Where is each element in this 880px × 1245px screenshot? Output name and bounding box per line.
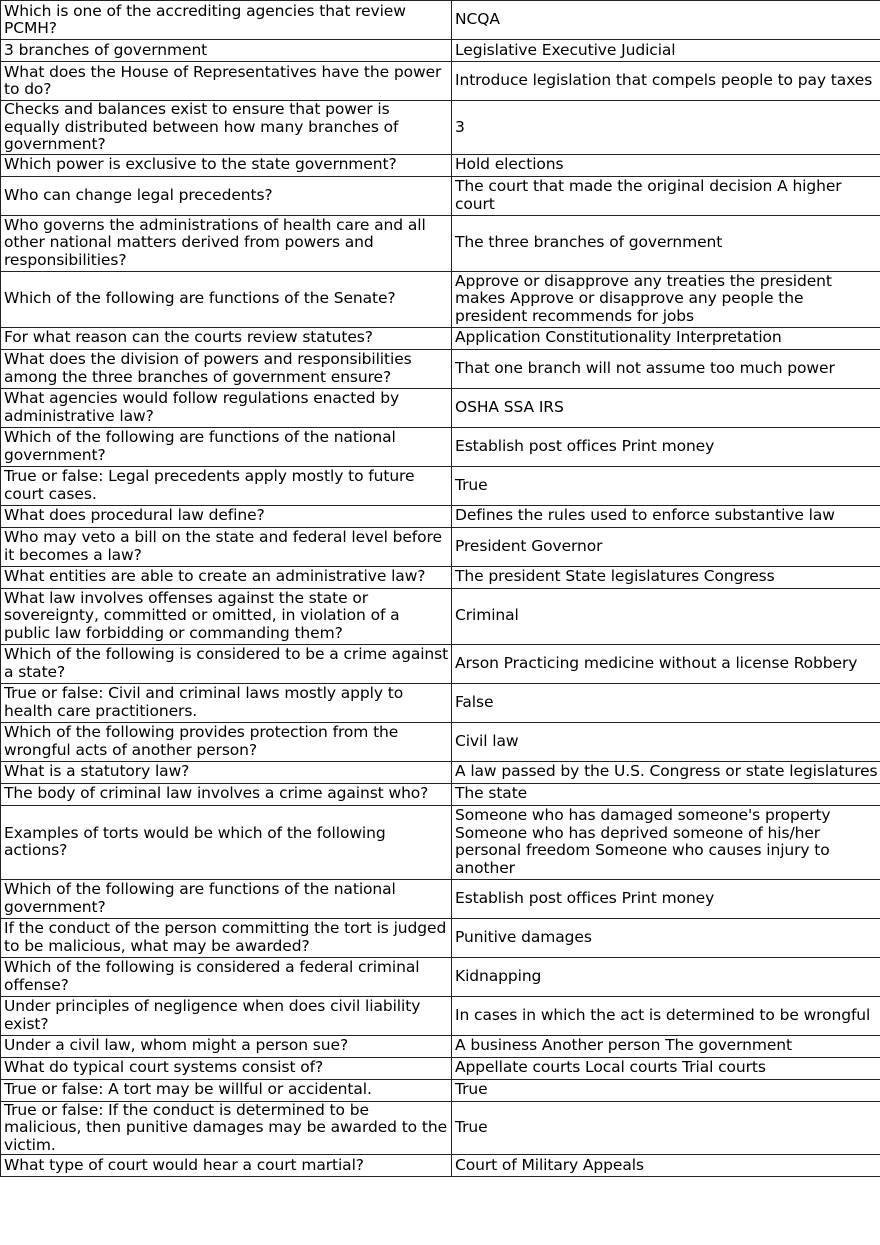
question-cell: Under principles of negligence when does civil liability exist? (1, 996, 452, 1035)
answer-cell: Criminal (452, 588, 880, 644)
table-row (1, 154, 880, 176)
question-cell: If the conduct of the person committing the tort is judged to be malicious, what may be awarded? (1, 918, 452, 957)
answer-cell: Establish post offices Print money (452, 879, 880, 918)
question-cell: Who can change legal precedents? (1, 176, 452, 215)
question-cell: Which of the following are functions of the national government? (1, 427, 452, 466)
answer-cell: The three branches of government (452, 215, 880, 271)
answer-cell: Appellate courts Local courts Trial courts (452, 1057, 880, 1079)
question-cell: What does the division of powers and responsibilities among the three branches of government ensure? (1, 349, 452, 388)
answer-cell: Application Constitutionality Interpretation (452, 327, 880, 349)
question-cell: For what reason can the courts review statutes? (1, 327, 452, 349)
answer-cell: Punitive damages (452, 918, 880, 957)
question-cell: What is a statutory law? (1, 761, 452, 783)
table-row (1, 783, 880, 805)
answer-cell: A law passed by the U.S. Congress or state legislatures (452, 761, 880, 783)
answer-cell: Court of Military Appeals (452, 1155, 880, 1177)
question-cell: Checks and balances exist to ensure that power is equally distributed between how many branches of government? (1, 101, 452, 155)
question-cell: Who may veto a bill on the state and federal level before it becomes a law? (1, 527, 452, 566)
question-cell: Which power is exclusive to the state government? (1, 154, 452, 176)
answer-cell: False (452, 683, 880, 722)
answer-cell: OSHA SSA IRS (452, 388, 880, 427)
table-row (1, 588, 880, 644)
table-row (1, 271, 880, 327)
table-row (1, 566, 880, 588)
table-row (1, 176, 880, 215)
question-cell: Which is one of the accrediting agencies that review PCMH? (1, 1, 452, 40)
answer-cell: President Governor (452, 527, 880, 566)
question-cell: What type of court would hear a court martial? (1, 1155, 452, 1177)
table-row (1, 427, 880, 466)
answer-cell: True (452, 1079, 880, 1101)
table-row (1, 527, 880, 566)
table-row (1, 1057, 880, 1079)
question-cell: Which of the following provides protection from the wrongful acts of another person? (1, 722, 452, 761)
table-row (1, 388, 880, 427)
table-row (1, 101, 880, 155)
question-cell: Under a civil law, whom might a person sue? (1, 1035, 452, 1057)
question-cell: Which of the following is considered a federal criminal offense? (1, 957, 452, 996)
table-row (1, 1035, 880, 1057)
table-row (1, 879, 880, 918)
answer-cell: True (452, 466, 880, 505)
question-cell: What entities are able to create an administrative law? (1, 566, 452, 588)
answer-cell: Arson Practicing medicine without a license Robbery (452, 644, 880, 683)
answer-cell: In cases in which the act is determined to be wrongful (452, 996, 880, 1035)
answer-cell: The state (452, 783, 880, 805)
table-row (1, 466, 880, 505)
question-cell: The body of criminal law involves a crime against who? (1, 783, 452, 805)
table-row (1, 644, 880, 683)
table-row (1, 805, 880, 879)
qa-table-body (1, 1, 880, 1177)
table-row (1, 40, 880, 62)
question-cell: What law involves offenses against the state or sovereignty, committed or omitted, in violation of a public law forbidding or commanding them? (1, 588, 452, 644)
question-cell: 3 branches of government (1, 40, 452, 62)
table-row (1, 327, 880, 349)
answer-cell: Hold elections (452, 154, 880, 176)
table-row (1, 215, 880, 271)
question-cell: What do typical court systems consist of? (1, 1057, 452, 1079)
question-cell: True or false: A tort may be willful or accidental. (1, 1079, 452, 1101)
answer-cell: Civil law (452, 722, 880, 761)
answer-cell: The court that made the original decision A higher court (452, 176, 880, 215)
answer-cell: Introduce legislation that compels people to pay taxes (452, 62, 880, 101)
table-row (1, 1, 880, 40)
table-row (1, 996, 880, 1035)
table-row (1, 722, 880, 761)
answer-cell: The president State legislatures Congress (452, 566, 880, 588)
question-cell: Which of the following are functions of the Senate? (1, 271, 452, 327)
question-cell: What does the House of Representatives have the power to do? (1, 62, 452, 101)
table-row (1, 62, 880, 101)
question-cell: What does procedural law define? (1, 505, 452, 527)
question-cell: Who governs the administrations of health care and all other national matters derived from powers and responsibilities? (1, 215, 452, 271)
answer-cell: Someone who has damaged someone's property Someone who has deprived someone of his/her personal freedom Someone who causes injury to another (452, 805, 880, 879)
answer-cell: Establish post offices Print money (452, 427, 880, 466)
answer-cell: Approve or disapprove any treaties the president makes Approve or disapprove any people the president recommends for jobs (452, 271, 880, 327)
answer-cell: NCQA (452, 1, 880, 40)
answer-cell: True (452, 1101, 880, 1155)
answer-cell: 3 (452, 101, 880, 155)
question-cell: Examples of torts would be which of the following actions? (1, 805, 452, 879)
table-row (1, 683, 880, 722)
table-row (1, 349, 880, 388)
table-row (1, 761, 880, 783)
table-row (1, 505, 880, 527)
answer-cell: Legislative Executive Judicial (452, 40, 880, 62)
question-cell: True or false: Civil and criminal laws mostly apply to health care practitioners. (1, 683, 452, 722)
question-cell: What agencies would follow regulations enacted by administrative law? (1, 388, 452, 427)
answer-cell: That one branch will not assume too much power (452, 349, 880, 388)
table-row (1, 957, 880, 996)
table-row (1, 1101, 880, 1155)
table-row (1, 1079, 880, 1101)
question-cell: True or false: Legal precedents apply mostly to future court cases. (1, 466, 452, 505)
question-cell: Which of the following is considered to be a crime against a state? (1, 644, 452, 683)
question-cell: Which of the following are functions of the national government? (1, 879, 452, 918)
question-cell: True or false: If the conduct is determined to be malicious, then punitive damages may be awarded to the victim. (1, 1101, 452, 1155)
table-row (1, 1155, 880, 1177)
table-row (1, 918, 880, 957)
answer-cell: Kidnapping (452, 957, 880, 996)
answer-cell: Defines the rules used to enforce substantive law (452, 505, 880, 527)
answer-cell: A business Another person The government (452, 1035, 880, 1057)
